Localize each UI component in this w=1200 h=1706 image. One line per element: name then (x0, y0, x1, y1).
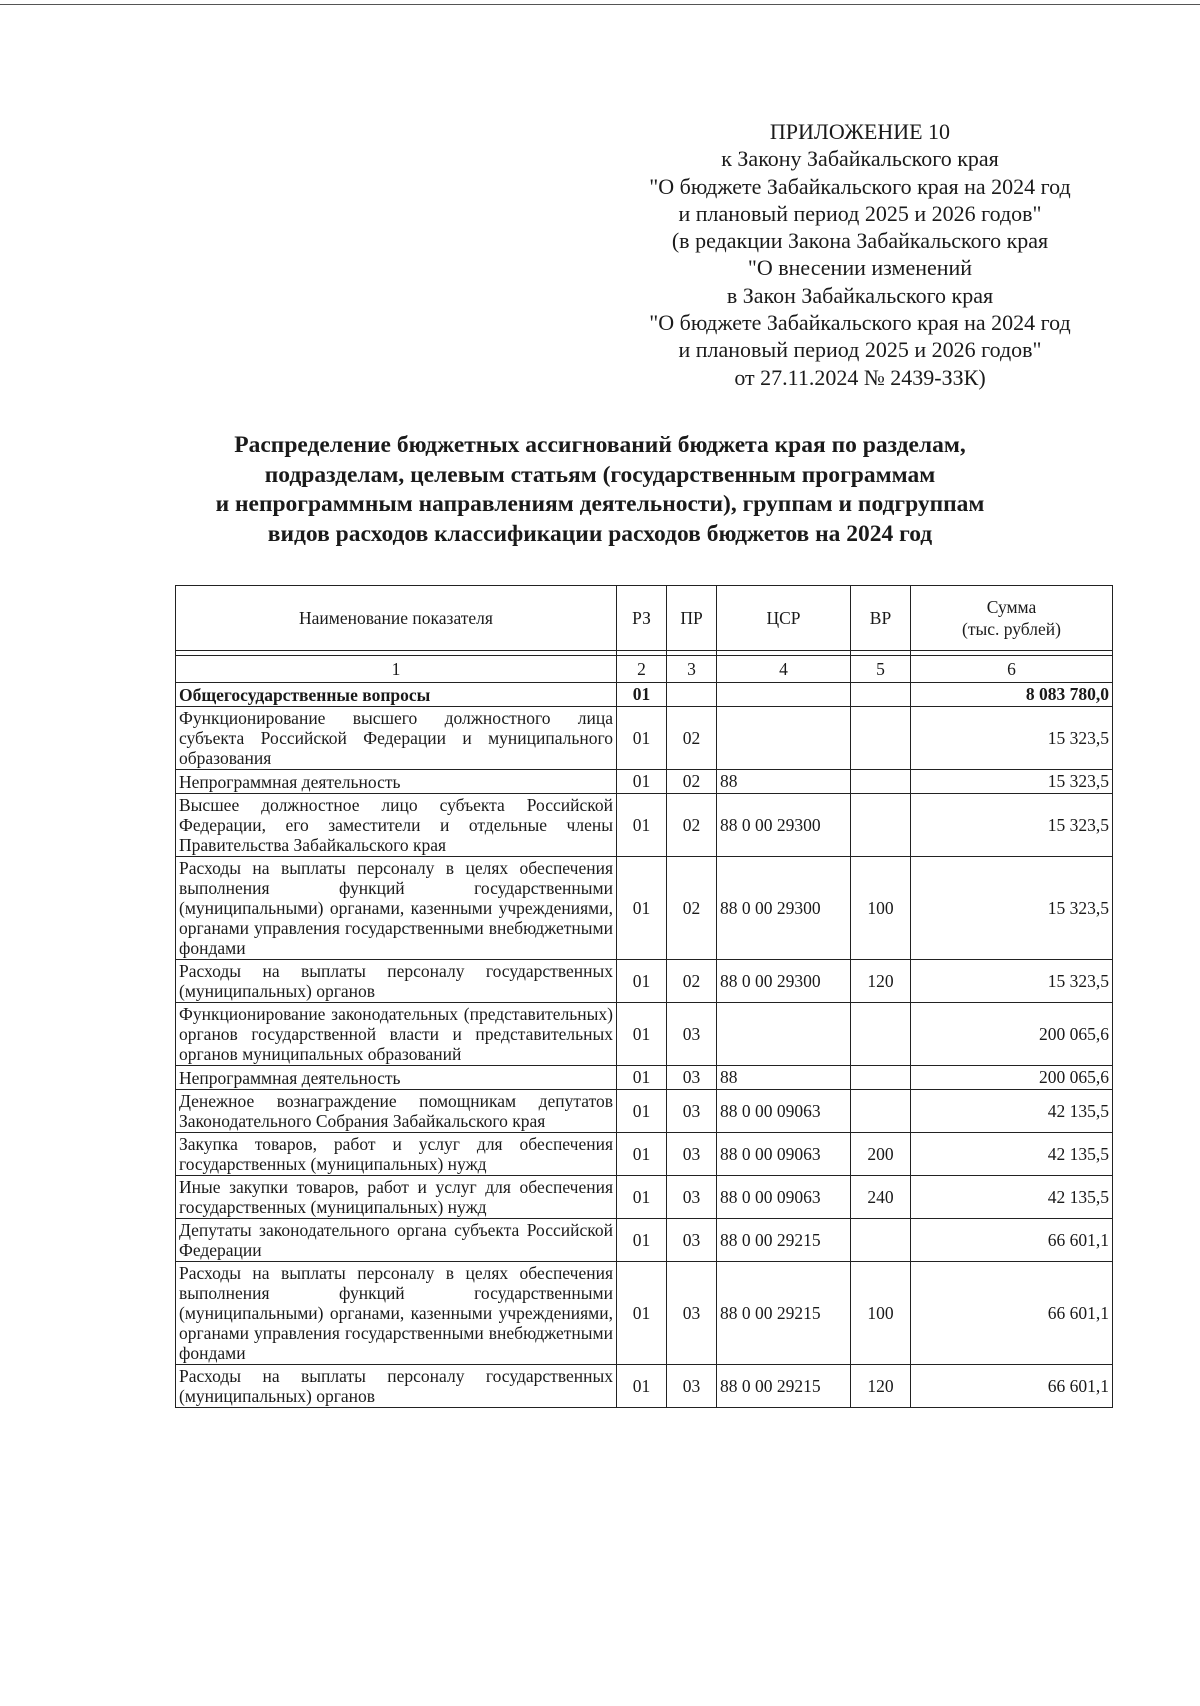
top-rule (0, 4, 1200, 5)
row-pr: 03 (667, 1133, 717, 1176)
table-row (176, 683, 1113, 707)
table-row (176, 1176, 1113, 1219)
row-sum: 42 135,5 (911, 1176, 1113, 1219)
row-vr (851, 1066, 911, 1090)
table-row (176, 707, 1113, 770)
col-header-rz: РЗ (617, 586, 667, 651)
row-csr: 88 0 00 29215 (717, 1262, 851, 1365)
column-number-row (176, 656, 1113, 683)
table-row (176, 794, 1113, 857)
table-row (176, 1365, 1113, 1408)
row-pr: 03 (667, 1066, 717, 1090)
row-sum: 15 323,5 (911, 960, 1113, 1003)
row-pr: 02 (667, 794, 717, 857)
row-vr: 120 (851, 1365, 911, 1408)
row-pr: 02 (667, 960, 717, 1003)
row-name: Непрограммная деятельность (176, 770, 617, 794)
col-header-vr: ВР (851, 586, 911, 651)
row-rz: 01 (617, 1066, 667, 1090)
row-name: Функционирование законодательных (представительных) органов государственной власти и представительных органов муниципальных образований (176, 1003, 617, 1066)
column-number: 1 (176, 656, 617, 683)
col-header-name: Наименование показателя (176, 586, 617, 651)
col-header-sum (911, 586, 1113, 651)
row-pr: 03 (667, 1176, 717, 1219)
column-number: 2 (617, 656, 667, 683)
row-rz: 01 (617, 1090, 667, 1133)
row-name: Денежное вознаграждение помощникам депутатов Законодательного Собрания Забайкальского края (176, 1090, 617, 1133)
row-csr: 88 0 00 29300 (717, 960, 851, 1003)
header-line: в Закон Забайкальского края (726, 282, 994, 308)
row-sum: 66 601,1 (911, 1262, 1113, 1365)
title-line: видов расходов классификации расходов бюджетов на 2024 год (267, 520, 933, 547)
row-pr: 02 (667, 707, 717, 770)
table-row (176, 1090, 1113, 1133)
row-rz: 01 (617, 1365, 667, 1408)
row-vr: 100 (851, 1262, 911, 1365)
row-pr: 03 (667, 1219, 717, 1262)
table-row (176, 770, 1113, 794)
row-name: Непрограммная деятельность (176, 1066, 617, 1090)
row-csr: 88 0 00 29215 (717, 1365, 851, 1408)
row-csr: 88 0 00 29215 (717, 1219, 851, 1262)
row-pr: 02 (667, 770, 717, 794)
row-sum: 15 323,5 (911, 857, 1113, 960)
row-sum: 42 135,5 (911, 1090, 1113, 1133)
header-line: (в редакции Закона Забайкальского края (671, 228, 1049, 254)
table-row (176, 1262, 1113, 1365)
column-number: 5 (851, 656, 911, 683)
row-rz: 01 (617, 770, 667, 794)
row-csr: 88 (717, 770, 851, 794)
document-title (150, 431, 1050, 549)
header-line: и плановый период 2025 и 2026 годов" (678, 200, 1042, 226)
column-number: 3 (667, 656, 717, 683)
row-name: Высшее должностное лицо субъекта Российской Федерации, его заместители и отдельные члены Правительства Забайкальского края (176, 794, 617, 857)
row-vr (851, 1090, 911, 1133)
row-sum: 15 323,5 (911, 707, 1113, 770)
table-row (176, 1133, 1113, 1176)
budget-table (175, 585, 1113, 1408)
col-header-sum-line1: Сумма (986, 597, 1037, 617)
row-sum: 66 601,1 (911, 1219, 1113, 1262)
row-name: Закупка товаров, работ и услуг для обеспечения государственных (муниципальных) нужд (176, 1133, 617, 1176)
row-pr (667, 683, 717, 707)
table-header-row (176, 586, 1113, 651)
row-rz: 01 (617, 1262, 667, 1365)
row-vr (851, 1219, 911, 1262)
header-line: "О бюджете Забайкальского края на 2024 год (649, 310, 1071, 336)
row-rz: 01 (617, 1133, 667, 1176)
row-vr (851, 1003, 911, 1066)
row-vr (851, 770, 911, 794)
header-line: к Закону Забайкальского края (721, 146, 999, 172)
row-vr: 120 (851, 960, 911, 1003)
row-vr: 100 (851, 857, 911, 960)
header-line: ПРИЛОЖЕНИЕ 10 (769, 119, 951, 144)
header-line: от 27.11.2024 № 2439-ЗЗК) (734, 364, 986, 390)
row-rz: 01 (617, 1219, 667, 1262)
table-row (176, 960, 1113, 1003)
row-csr (717, 683, 851, 707)
header-line: "О бюджете Забайкальского края на 2024 год (649, 173, 1071, 199)
row-name: Расходы на выплаты персоналу в целях обеспечения выполнения функций государственными (муниципальными) органами, казенными учреждениями, органами управления государственными внебюджетными фондами (176, 857, 617, 960)
row-name: Расходы на выплаты персоналу государственных (муниципальных) органов (176, 960, 617, 1003)
row-csr: 88 0 00 09063 (717, 1133, 851, 1176)
row-vr: 200 (851, 1133, 911, 1176)
row-csr (717, 707, 851, 770)
row-rz: 01 (617, 857, 667, 960)
row-sum: 15 323,5 (911, 770, 1113, 794)
column-number: 4 (717, 656, 851, 683)
row-name: Общегосударственные вопросы (176, 683, 617, 707)
row-sum: 42 135,5 (911, 1133, 1113, 1176)
row-rz: 01 (617, 794, 667, 857)
row-rz: 01 (617, 960, 667, 1003)
row-csr (717, 1003, 851, 1066)
row-pr: 03 (667, 1365, 717, 1408)
row-name: Функционирование высшего должностного лица субъекта Российской Федерации и муниципального образования (176, 707, 617, 770)
table-row (176, 1219, 1113, 1262)
row-csr: 88 (717, 1066, 851, 1090)
title-line: Распределение бюджетных ассигнований бюджета края по разделам, (234, 432, 966, 458)
row-name: Расходы на выплаты персоналу государственных (муниципальных) органов (176, 1365, 617, 1408)
row-rz: 01 (617, 707, 667, 770)
row-csr: 88 0 00 29300 (717, 857, 851, 960)
title-line: подразделам, целевым статьям (государственным программам (264, 461, 936, 488)
row-csr: 88 0 00 09063 (717, 1176, 851, 1219)
row-sum: 200 065,6 (911, 1003, 1113, 1066)
table-row (176, 857, 1113, 960)
row-sum: 8 083 780,0 (911, 683, 1113, 707)
row-name: Расходы на выплаты персоналу в целях обеспечения выполнения функций государственными (муниципальными) органами, казенными учреждениями, органами управления государственными внебюджетными фондами (176, 1262, 617, 1365)
row-pr: 02 (667, 857, 717, 960)
row-sum: 200 065,6 (911, 1066, 1113, 1090)
col-header-pr: ПР (667, 586, 717, 651)
row-vr (851, 707, 911, 770)
table-row (176, 1066, 1113, 1090)
row-pr: 03 (667, 1262, 717, 1365)
row-rz: 01 (617, 1003, 667, 1066)
title-line: и непрограммным направлениям деятельности), группам и подгруппам (215, 491, 985, 517)
row-rz: 01 (617, 683, 667, 707)
row-sum: 66 601,1 (911, 1365, 1113, 1408)
row-name: Депутаты законодательного органа субъекта Российской Федерации (176, 1219, 617, 1262)
header-line: и плановый период 2025 и 2026 годов" (678, 337, 1042, 363)
table-row (176, 1003, 1113, 1066)
row-vr (851, 794, 911, 857)
row-pr: 03 (667, 1003, 717, 1066)
header-line: "О внесении изменений (747, 255, 973, 281)
row-vr (851, 683, 911, 707)
row-name: Иные закупки товаров, работ и услуг для обеспечения государственных (муниципальных) нужд (176, 1176, 617, 1219)
col-header-sum-line2: (тыс. рублей) (962, 619, 1061, 639)
row-csr: 88 0 00 09063 (717, 1090, 851, 1133)
row-rz: 01 (617, 1176, 667, 1219)
row-csr: 88 0 00 29300 (717, 794, 851, 857)
row-vr: 240 (851, 1176, 911, 1219)
row-sum: 15 323,5 (911, 794, 1113, 857)
row-pr: 03 (667, 1090, 717, 1133)
appendix-header (590, 118, 1130, 391)
col-header-csr: ЦСР (717, 586, 851, 651)
column-number: 6 (911, 656, 1113, 683)
